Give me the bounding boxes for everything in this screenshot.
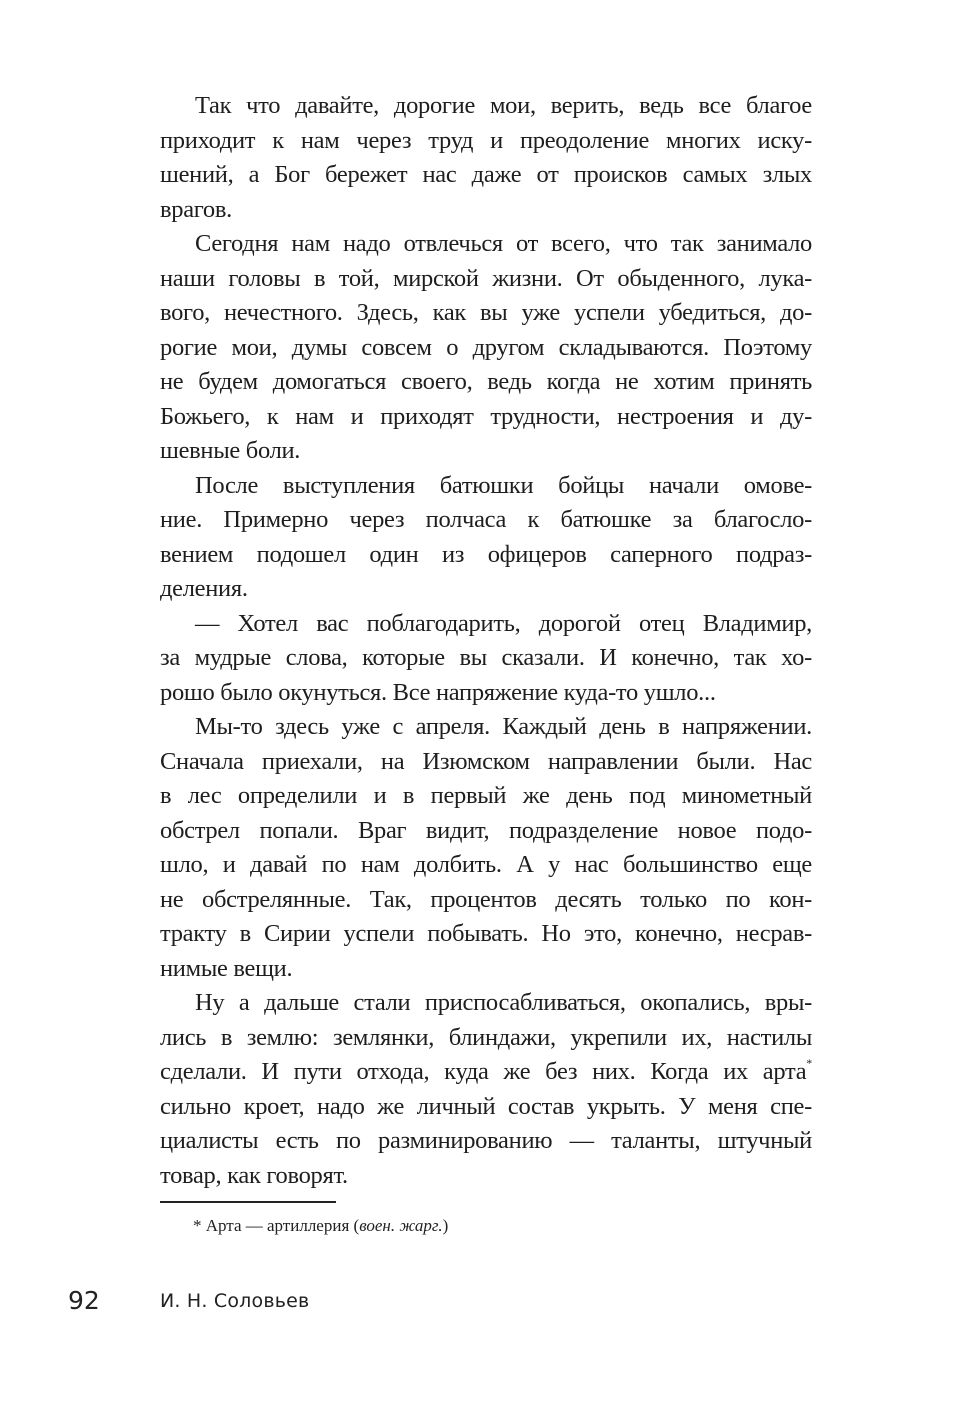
text-line: тракту в Сирии успели побывать. Но это, конечно, несрав- [160,920,812,947]
footnote-marker: * [193,1216,202,1235]
text-line: не будем домогаться своего, ведь когда не хотим принять [160,368,812,395]
text-line: Сегодня нам надо отвлечься от всего, что так занимало [195,230,812,257]
paragraph-3 [160,469,812,607]
footnote-closing: ) [442,1216,449,1235]
text-line: циалисты есть по разминированию — таланты, штучный [160,1127,812,1154]
text-line-content: сделали. И пути отхода, куда же без них. Когда их арта [160,1058,807,1085]
text-line: за мудрые слова, которые вы сказали. И конечно, так хо- [160,644,812,671]
text-line: нимые вещи. [160,954,293,982]
text-line: вением подошел один из офицеров саперного подраз- [160,540,812,568]
footnote-divider [160,1201,336,1203]
text-line: товар, как говорят. [160,1161,348,1189]
text-line: деления. [160,575,248,602]
paragraph-2 [160,227,812,469]
paragraph-1 [160,89,812,227]
text-line-with-footnote [160,1055,812,1090]
page-number: 92 [68,1286,100,1315]
footnote-italic-note: воен. жарг. [359,1216,443,1235]
text-line: шло, и давай по нам долбить. А у нас большинство еще [160,851,812,878]
text-line: рогие мои, думы совсем о другом складываются. Поэтому [160,333,812,361]
footnote-text: Арта — артиллерия ( [205,1216,360,1235]
text-line: приходит к нам через труд и преодоление многих иску- [160,126,812,154]
text-line: — Хотел вас поблагодарить, дорогой отец Владимир, [195,609,812,637]
text-line: Сначала приехали, на Изюмском направлении были. Нас [160,747,812,775]
text-line: обстрел попали. Враг видит, подразделение новое подо- [160,816,812,844]
text-line: Ну а дальше стали приспосабливаться, окопались, вры- [195,989,812,1016]
text-line: наши головы в той, мирской жизни. От обыденного, лука- [160,264,812,292]
paragraph-6 [160,986,812,1193]
text-line: шевные боли. [160,437,301,464]
text-line: рошо было окунуться. Все напряжение куда-то ушло... [160,678,716,706]
text-line: Божьего, к нам и приходят трудности, нестроения и ду- [160,402,812,430]
paragraph-5 [160,710,812,986]
page-body [160,89,812,1193]
text-line: не обстрелянные. Так, процентов десять только по кон- [160,885,812,913]
text-line: Так что давайте, дорогие мои, верить, ведь все благое [195,92,812,119]
text-line: вого, нечестного. Здесь, как вы уже успели убедиться, до- [160,299,812,326]
text-line: ние. Примерно через полчаса к батюшке за благосло- [160,506,812,533]
paragraph-4-dialogue [160,607,812,711]
text-line: После выступления батюшки бойцы начали омове- [195,471,812,499]
text-line: врагов. [160,195,232,223]
footnote [193,1214,448,1238]
text-line: шений, а Бог бережет нас даже от происков самых злых [160,161,812,188]
text-line: лись в землю: землянки, блиндажи, укрепили их, настилы [160,1023,812,1051]
text-line: в лес определили и в первый же день под минометный [160,782,812,809]
text-line: сильно кроет, надо же личный состав укрыть. У меня спе- [160,1092,812,1120]
footnote-reference[interactable]: * [806,1056,812,1070]
text-line: Мы-то здесь уже с апреля. Каждый день в напряжении. [195,713,812,740]
running-footer-author: И. Н. Соловьев [160,1290,310,1312]
